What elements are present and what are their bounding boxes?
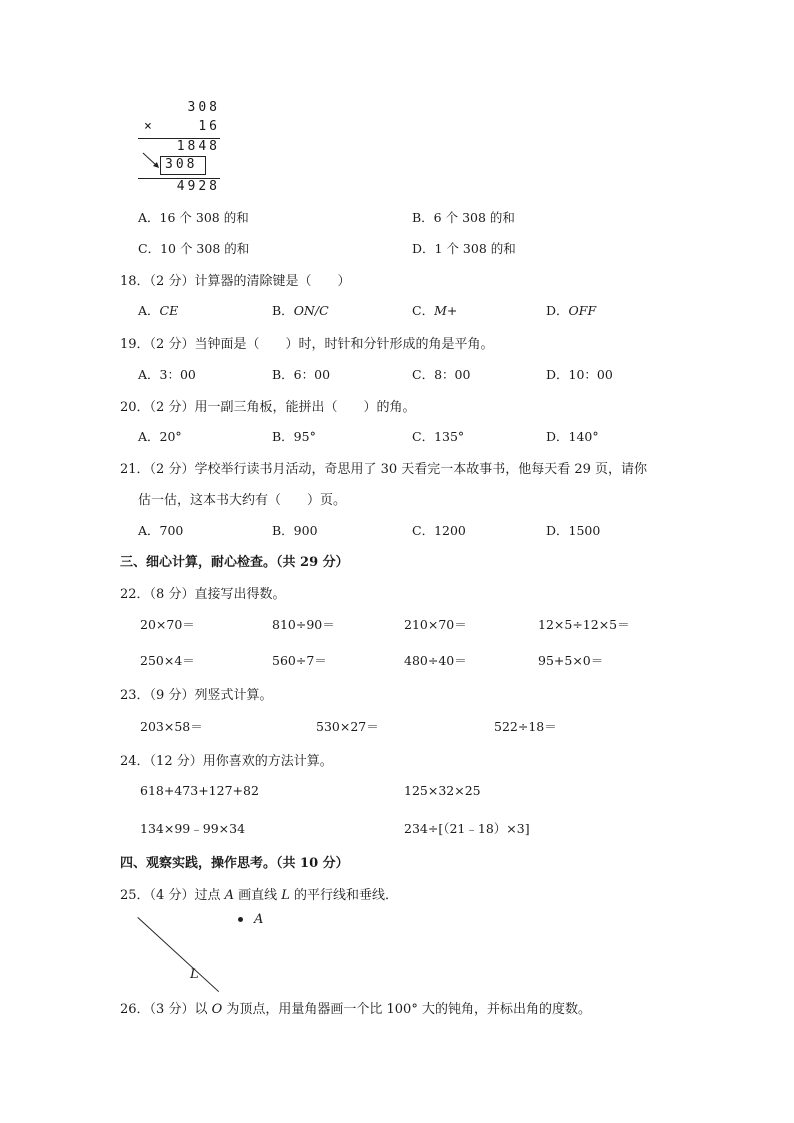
q21-option-d[interactable]: D．1500 <box>546 523 601 538</box>
q22-text: 22．（8 分）直接写出得数。 <box>120 587 286 602</box>
mult-multiplier: 16 <box>198 119 220 134</box>
q18-d-label: D． <box>546 303 569 318</box>
q21-option-b[interactable]: B．900 <box>272 523 318 538</box>
q21-text-line2: 估一估，这本书大约有（ ）页。 <box>138 493 347 508</box>
q25-text <box>120 884 398 903</box>
q18-a-value: CE <box>159 303 179 318</box>
q19-option-a[interactable]: A．3：00 <box>138 367 196 382</box>
q21-option-a[interactable]: A．700 <box>138 523 184 538</box>
q18-b-label: B． <box>272 303 294 318</box>
q22-item: 480÷40＝ <box>404 653 467 668</box>
q22-item: 560÷7＝ <box>272 653 327 668</box>
q18-option-a[interactable] <box>138 301 178 319</box>
q24-text: 24．（12 分）用你喜欢的方法计算。 <box>120 754 333 769</box>
q18-option-d[interactable] <box>546 301 596 319</box>
q24-item: 618+473+127+82 <box>140 783 259 798</box>
q24-item: 234÷[（21﹣18）×3] <box>404 821 530 836</box>
q19-option-b[interactable]: B．6：00 <box>272 367 331 382</box>
q22-item: 95+5×0＝ <box>538 653 604 668</box>
mult-result: 4928 <box>176 179 220 194</box>
q18-d-value: OFF <box>568 303 597 318</box>
point-a-label: A <box>254 912 264 927</box>
q25-mid: 画直线 <box>233 888 282 903</box>
q18-a-label: A． <box>138 303 160 318</box>
times-sign: × <box>144 119 152 134</box>
q22-item: 20×70＝ <box>140 617 195 632</box>
q18-text: 18．（2 分）计算器的清除键是（ ） <box>120 274 351 289</box>
q20-option-a[interactable]: A．20° <box>138 429 182 444</box>
q26-pre: 26．（3 分）以 <box>120 1002 212 1017</box>
q20-text: 20．（2 分）用一副三角板，能拼出（ ）的角。 <box>120 400 416 415</box>
q17-option-d[interactable]: D．1 个 308 的和 <box>412 241 516 256</box>
q17-option-a[interactable]: A．16 个 308 的和 <box>138 210 249 225</box>
q19-text: 19．（2 分）当钟面是（ ）时，时针和分针形成的角是平角。 <box>120 337 494 352</box>
q19-option-c[interactable]: C．8：00 <box>412 367 471 382</box>
q23-item: 203×58＝ <box>140 719 203 734</box>
q18-c-label: C． <box>412 303 435 318</box>
q18-b-value: ON/C <box>293 303 329 318</box>
q20-option-d[interactable]: D．140° <box>546 429 599 444</box>
q18-c-value: M+ <box>434 303 458 318</box>
line-l <box>137 917 219 992</box>
q26-text <box>120 998 591 1017</box>
q17-option-b[interactable]: B．6 个 308 的和 <box>412 210 515 225</box>
line-l-label: L <box>190 967 199 982</box>
q22-item: 12×5÷12×5＝ <box>538 617 630 632</box>
q18-option-c[interactable] <box>412 301 457 319</box>
section-4-heading: 四、观察实践，操作思考。（共 10 分） <box>120 856 349 871</box>
mult-partial2: 308 <box>165 157 198 172</box>
q22-item: 250×4＝ <box>140 653 195 668</box>
q18-option-b[interactable] <box>272 301 329 319</box>
q23-item: 522÷18＝ <box>494 719 557 734</box>
q22-item: 210×70＝ <box>404 617 467 632</box>
q22-item: 810÷90＝ <box>272 617 335 632</box>
q26-point-o: O <box>211 1002 223 1017</box>
q21-text-line1: 21．（2 分）学校举行读书月活动，奇思用了 30 天看完一本故事书，他每天看 29 页，请你 <box>120 462 648 477</box>
q19-option-d[interactable]: D．10：00 <box>546 367 613 382</box>
q24-item: 134×99﹣99×34 <box>140 821 246 836</box>
q21-option-c[interactable]: C．1200 <box>412 523 466 538</box>
vertical-multiplication <box>138 98 228 198</box>
mult-partial1: 1848 <box>176 139 220 154</box>
point-a <box>238 917 243 922</box>
q25-point-a: A <box>224 888 234 903</box>
partial2-box <box>160 156 206 175</box>
q25-line-l: L <box>281 888 290 903</box>
section-3-heading: 三、细心计算，耐心检查。（共 29 分） <box>120 555 349 570</box>
q20-option-b[interactable]: B．95° <box>272 429 316 444</box>
q17-option-c[interactable]: C．10 个 308 的和 <box>138 241 250 256</box>
q20-option-c[interactable]: C．135° <box>412 429 465 444</box>
q25-pre: 25．（4 分）过点 <box>120 888 225 903</box>
q26-post: 为顶点，用量角器画一个比 100° 大的钝角，并标出角的度数。 <box>222 1002 591 1017</box>
mult-top: 308 <box>187 100 220 115</box>
q23-item: 530×27＝ <box>316 719 379 734</box>
q23-text: 23．（9 分）列竖式计算。 <box>120 688 273 703</box>
q25-post: 的平行线和垂线． <box>289 888 399 903</box>
q24-item: 125×32×25 <box>404 783 481 798</box>
